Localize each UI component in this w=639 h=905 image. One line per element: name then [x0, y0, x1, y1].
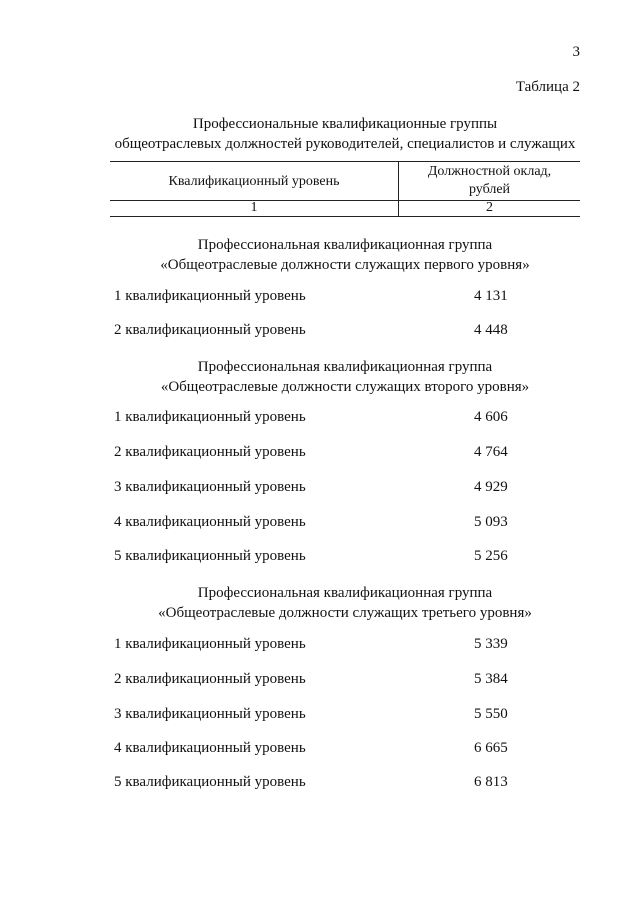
salary-amount: 4 131: [474, 288, 508, 304]
table-row: [114, 774, 514, 794]
column-header-level: Квалификационный уровень: [168, 174, 340, 189]
qualification-level: 1 квалификационный уровень: [114, 636, 306, 652]
column-number-2: 2: [486, 200, 493, 215]
table-label: Таблица 2: [515, 79, 580, 95]
document-title: [100, 114, 590, 154]
table-header: [110, 161, 580, 217]
column-header-salary-line-2: рублей: [468, 182, 511, 197]
table-row: [114, 671, 514, 691]
group-heading-third-level: [100, 583, 590, 623]
table-row: [114, 288, 514, 308]
group-heading-line-1: Профессиональная квалификационная группа: [197, 359, 493, 375]
qualification-level: 4 квалификационный уровень: [114, 514, 306, 530]
column-header-salary-line-1: Должностной оклад,: [427, 164, 552, 179]
table-row: [114, 636, 514, 656]
table-row: [114, 479, 514, 499]
salary-amount: 4 929: [474, 479, 508, 495]
salary-amount: 4 606: [474, 409, 508, 425]
qualification-level: 2 квалификационный уровень: [114, 322, 306, 338]
salary-amount: 4 764: [474, 444, 508, 460]
table-row: [114, 548, 514, 568]
table-bottom-rule: [110, 216, 580, 217]
qualification-level: 4 квалификационный уровень: [114, 740, 306, 756]
column-number-1: 1: [250, 200, 258, 215]
qualification-level: 1 квалификационный уровень: [114, 288, 306, 304]
salary-amount: 6 665: [474, 740, 508, 756]
table-row: [114, 740, 514, 760]
table-top-rule: [110, 161, 580, 162]
document-title-line-2: общеотраслевых должностей руководителей, специалистов и служащих: [114, 136, 576, 152]
salary-amount: 5 384: [474, 671, 508, 687]
group-heading-line-1: Профессиональная квалификационная группа: [197, 585, 493, 601]
table-row: [114, 444, 514, 464]
group-heading-line-2: «Общеотраслевые должности служащих первого уровня»: [160, 257, 530, 273]
column-header-salary: [399, 163, 580, 199]
group-heading-first-level: [100, 235, 590, 275]
qualification-level: 1 квалификационный уровень: [114, 409, 306, 425]
qualification-level: 5 квалификационный уровень: [114, 548, 306, 564]
salary-amount: 4 448: [474, 322, 508, 338]
group-heading-line-2: «Общеотраслевые должности служащих второго уровня»: [160, 379, 530, 395]
group-heading-line-2: «Общеотраслевые должности служащих третьего уровня»: [158, 605, 532, 621]
salary-amount: 5 093: [474, 514, 508, 530]
table-row: [114, 514, 514, 534]
document-title-line-1: Профессиональные квалификационные группы: [192, 116, 498, 132]
group-heading-second-level: [100, 357, 590, 397]
qualification-level: 5 квалификационный уровень: [114, 774, 306, 790]
table-row: [114, 322, 514, 342]
qualification-level: 2 квалификационный уровень: [114, 444, 306, 460]
salary-amount: 5 550: [474, 706, 508, 722]
qualification-level: 2 квалификационный уровень: [114, 671, 306, 687]
table-row: [114, 706, 514, 726]
salary-amount: 6 813: [474, 774, 508, 790]
salary-amount: 5 339: [474, 636, 508, 652]
qualification-level: 3 квалификационный уровень: [114, 706, 306, 722]
group-heading-line-1: Профессиональная квалификационная группа: [197, 237, 493, 253]
salary-amount: 5 256: [474, 548, 508, 564]
page-number: 3: [572, 44, 580, 60]
qualification-level: 3 квалификационный уровень: [114, 479, 306, 495]
table-row: [114, 409, 514, 429]
